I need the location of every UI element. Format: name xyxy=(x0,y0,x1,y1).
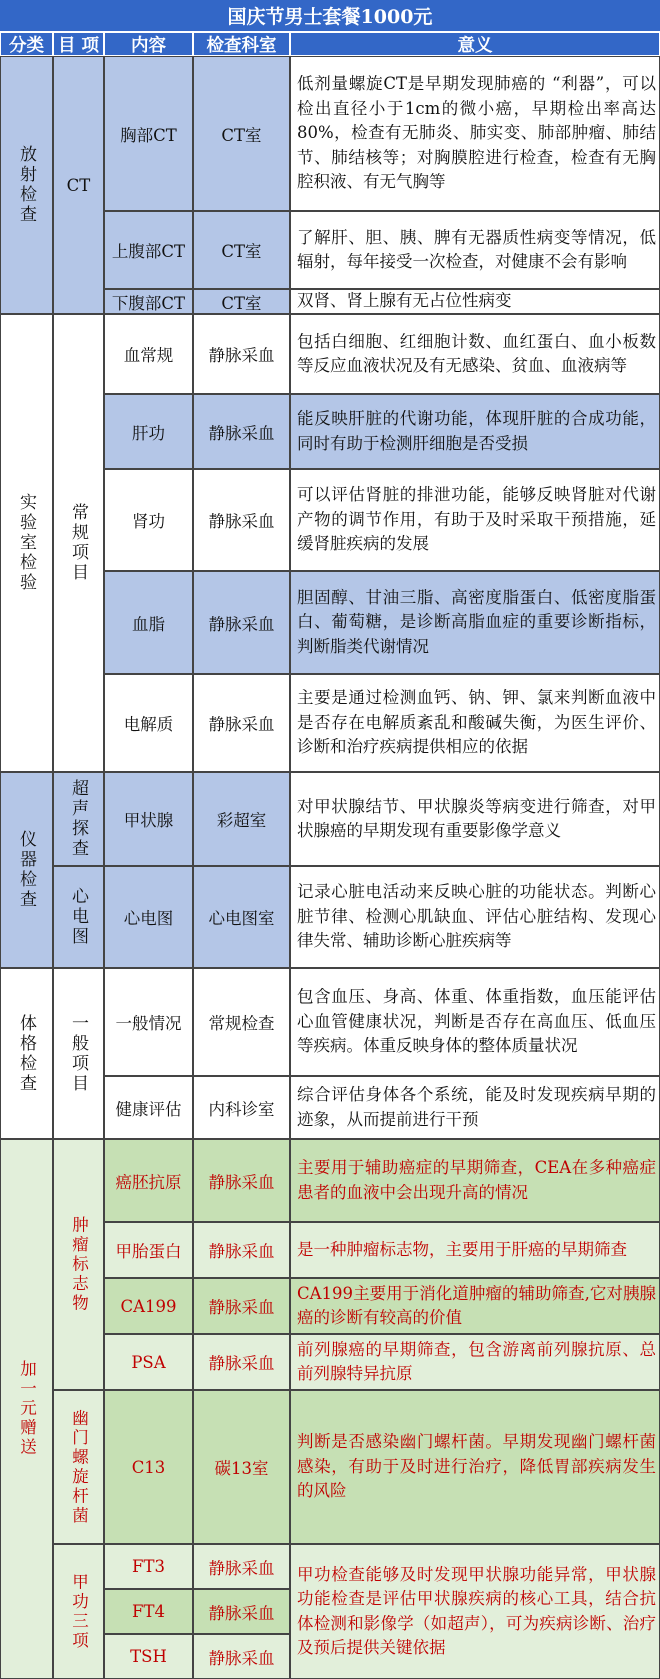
item-cell: FT3 xyxy=(104,1544,193,1589)
project-cell: 幽门螺旋杆菌 xyxy=(53,1390,104,1544)
desc-cell: 甲功检查能够及时发现甲状腺功能异常，甲状腺功能检查是评估甲状腺疾病的核心工具，结合抗体检测和影像学（如超声），可为疾病诊断、治疗及预后提供关键依据 xyxy=(290,1544,660,1679)
table-title: 国庆节男士套餐1000元 xyxy=(0,0,660,32)
category-cell: 体格检查 xyxy=(0,968,53,1139)
desc-cell: 判断是否感染幽门螺杆菌。早期发现幽门螺杆菌感染，有助于及时进行治疗，降低胃部疾病发生的风险 xyxy=(290,1390,660,1544)
item-cell: FT4 xyxy=(104,1589,193,1634)
project-cell: 肿瘤标志物 xyxy=(53,1139,104,1390)
item-cell: 肝功 xyxy=(104,394,193,469)
dept-cell: CT室 xyxy=(193,289,290,314)
item-cell: 心电图 xyxy=(104,866,193,968)
dept-cell: 心电图室 xyxy=(193,866,290,968)
dept-cell: CT室 xyxy=(193,56,290,211)
desc-cell: 了解肝、胆、胰、脾有无器质性病变等情况，低辐射，每年接受一次检查，对健康不会有影响 xyxy=(290,211,660,289)
project-cell: 超声探查 xyxy=(53,772,104,866)
dept-cell: 静脉采血 xyxy=(193,469,290,571)
header-meaning: 意义 xyxy=(290,32,660,56)
desc-cell: 包括白细胞、红细胞计数、血红蛋白、血小板数等反应血液状况及有无感染、贫血、血液病等 xyxy=(290,314,660,394)
desc-cell: 对甲状腺结节、甲状腺炎等病变进行筛查，对甲状腺癌的早期发现有重要影像学意义 xyxy=(290,772,660,866)
desc-cell: 主要用于辅助癌症的早期筛查，CEA在多种癌症患者的血液中会出现升高的情况 xyxy=(290,1139,660,1222)
item-cell: 健康评估 xyxy=(104,1076,193,1139)
item-cell: TSH xyxy=(104,1634,193,1679)
desc-cell: 能反映肝脏的代谢功能，体现肝脏的合成功能，同时有助于检测肝细胞是否受损 xyxy=(290,394,660,469)
dept-cell: CT室 xyxy=(193,211,290,289)
item-cell: CA199 xyxy=(104,1278,193,1334)
desc-cell: 包含血压、身高、体重、体重指数，血压能评估心血管健康状况，判断是否存在高血压、低血压等疾病。体重反映身体的整体质量状况 xyxy=(290,968,660,1076)
desc-cell: 可以评估肾脏的排泄功能，能够反映肾脏对代谢产物的调节作用，有助于及时采取干预措施，延缓肾脏疾病的发展 xyxy=(290,469,660,571)
category-cell: 放射检查 xyxy=(0,56,53,314)
item-cell: 上腹部CT xyxy=(104,211,193,289)
dept-cell: 静脉采血 xyxy=(193,1278,290,1334)
dept-cell: 彩超室 xyxy=(193,772,290,866)
header-dept: 检查科室 xyxy=(193,32,290,56)
header-project: 目 项 xyxy=(53,32,104,56)
desc-cell: 综合评估身体各个系统，能及时发现疾病早期的迹象，从而提前进行干预 xyxy=(290,1076,660,1139)
desc-cell: 主要是通过检测血钙、钠、钾、氯来判断血液中是否存在电解质紊乱和酸碱失衡，为医生评价、诊断和治疗疾病提供相应的依据 xyxy=(290,674,660,772)
dept-cell: 静脉采血 xyxy=(193,1222,290,1278)
desc-cell: 低剂量螺旋CT是早期发现肺癌的 “利器”，可以检出直径小于1cm的微小癌，早期检出率高达80%，检查有无肺炎、肺实变、肺部肿瘤、肺结节、肺结核等；对胸膜腔进行检查，检查有无胸腔积液、有无气胸等 xyxy=(290,56,660,211)
dept-cell: 静脉采血 xyxy=(193,571,290,674)
item-cell: 血常规 xyxy=(104,314,193,394)
desc-cell: CA199主要用于消化道肿瘤的辅助筛查,它对胰腺癌的诊断有较高的价值 xyxy=(290,1278,660,1334)
project-cell: 常规项目 xyxy=(53,314,104,772)
dept-cell: 常规检查 xyxy=(193,968,290,1076)
dept-cell: 静脉采血 xyxy=(193,1139,290,1222)
dept-cell: 静脉采血 xyxy=(193,394,290,469)
item-cell: 甲状腺 xyxy=(104,772,193,866)
dept-cell: 静脉采血 xyxy=(193,1544,290,1589)
item-cell: 下腹部CT xyxy=(104,289,193,314)
item-cell: 癌胚抗原 xyxy=(104,1139,193,1222)
item-cell: PSA xyxy=(104,1334,193,1390)
dept-cell: 静脉采血 xyxy=(193,1334,290,1390)
header-content: 内容 xyxy=(104,32,193,56)
category-cell: 实验室检验 xyxy=(0,314,53,772)
project-cell: 一般项目 xyxy=(53,968,104,1139)
item-cell: 胸部CT xyxy=(104,56,193,211)
dept-cell: 静脉采血 xyxy=(193,314,290,394)
desc-cell: 记录心脏电活动来反映心脏的功能状态。判断心脏节律、检测心肌缺血、评估心脏结构、发现心律失常、辅助诊断心脏疾病等 xyxy=(290,866,660,968)
project-cell: 甲功三项 xyxy=(53,1544,104,1679)
header-category: 分类 xyxy=(0,32,53,56)
project-cell: 心电图 xyxy=(53,866,104,968)
desc-cell: 双肾、肾上腺有无占位性病变 xyxy=(290,289,660,314)
dept-cell: 内科诊室 xyxy=(193,1076,290,1139)
dept-cell: 静脉采血 xyxy=(193,1589,290,1634)
dept-cell: 静脉采血 xyxy=(193,1634,290,1679)
item-cell: C13 xyxy=(104,1390,193,1544)
dept-cell: 碳13室 xyxy=(193,1390,290,1544)
desc-cell: 胆固醇、甘油三脂、高密度脂蛋白、低密度脂蛋白、葡萄糖，是诊断高脂血症的重要诊断指标，判断脂类代谢情况 xyxy=(290,571,660,674)
category-cell: 仪器检查 xyxy=(0,772,53,968)
desc-cell: 前列腺癌的早期筛查，包含游离前列腺抗原、总前列腺特异抗原 xyxy=(290,1334,660,1390)
item-cell: 一般情况 xyxy=(104,968,193,1076)
item-cell: 电解质 xyxy=(104,674,193,772)
desc-cell: 是一种肿瘤标志物，主要用于肝癌的早期筛查 xyxy=(290,1222,660,1278)
item-cell: 甲胎蛋白 xyxy=(104,1222,193,1278)
dept-cell: 静脉采血 xyxy=(193,674,290,772)
project-cell: CT xyxy=(53,56,104,314)
item-cell: 血脂 xyxy=(104,571,193,674)
item-cell: 肾功 xyxy=(104,469,193,571)
category-cell: 加一元赠送 xyxy=(0,1139,53,1679)
